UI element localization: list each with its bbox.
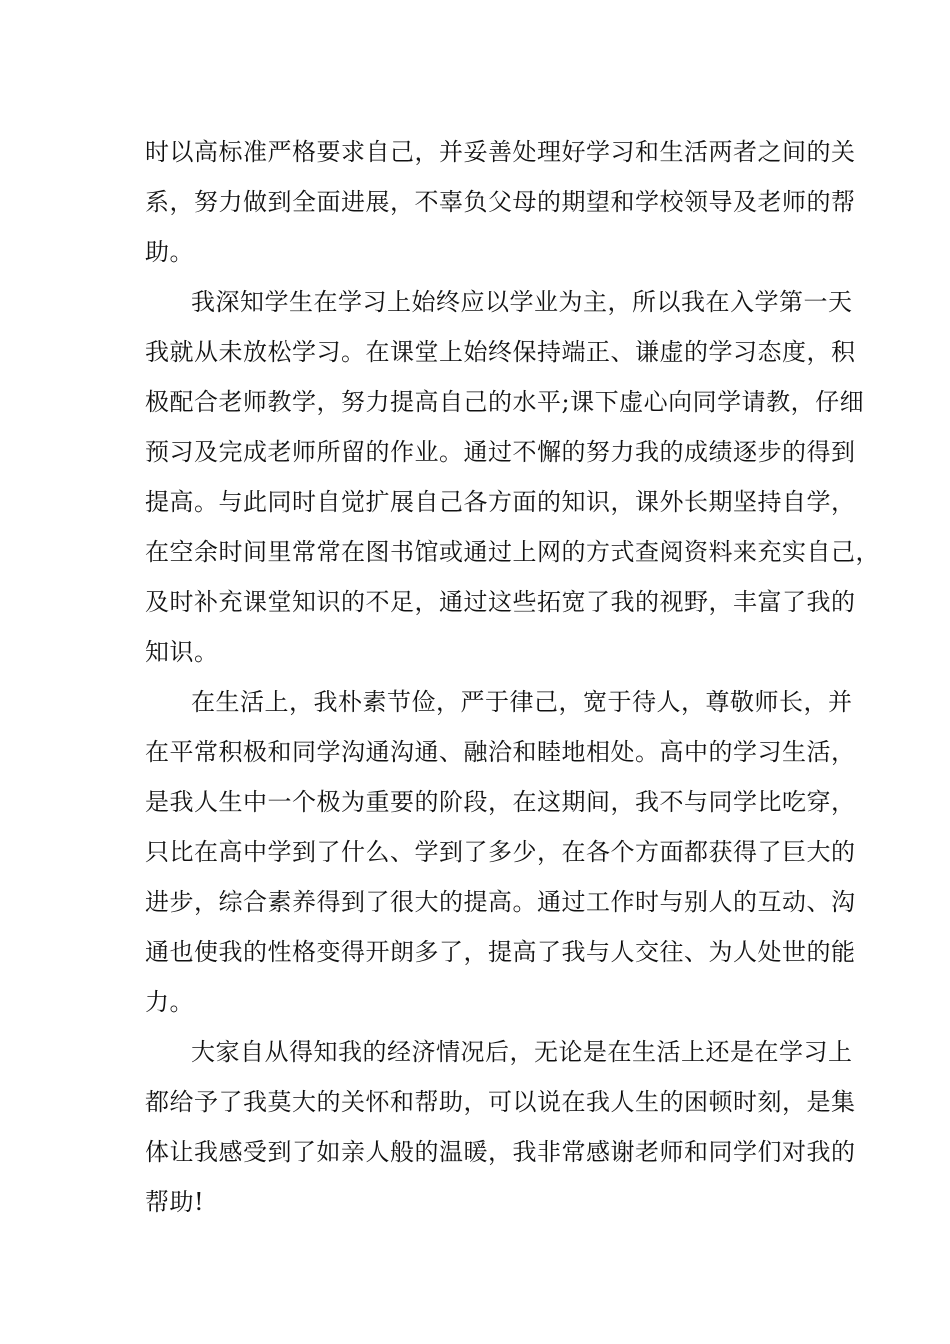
- text-line: 我深知学生在学习上始终应以学业为主，所以我在入学第一天: [191, 288, 853, 316]
- text-line: 在平常积极和同学沟通沟通、融洽和睦地相处。高中的学习生活，: [145, 738, 856, 766]
- text-line: 知识。: [145, 638, 219, 666]
- text-line: 助。: [145, 238, 194, 266]
- text-line: 力。: [145, 988, 194, 1016]
- text-line: 预习及完成老师所留的作业。通过不懈的努力我的成绩逐步的得到: [145, 438, 856, 466]
- text-line: 帮助!: [145, 1188, 205, 1216]
- text-line: 体让我感受到了如亲人般的温暖，我非常感谢老师和同学们对我的: [145, 1138, 856, 1166]
- paragraph-1: [145, 127, 856, 277]
- text-line: 进步，综合素养得到了很大的提高。通过工作时与别人的互动、沟: [145, 888, 856, 916]
- text-line: 极配合老师教学，努力提高自己的水平;课下虚心向同学请教，仔细: [145, 388, 865, 416]
- text-line: 通也使我的性格变得开朗多了，提高了我与人交往、为人处世的能: [145, 938, 856, 966]
- text-line: 大家自从得知我的经济情况后，无论是在生活上还是在学习上: [191, 1038, 853, 1066]
- text-line: 在生活上，我朴素节俭，严于律己，宽于待人，尊敬师长，并: [191, 688, 853, 716]
- text-line: 是我人生中一个极为重要的阶段，在这期间，我不与同学比吃穿，: [145, 788, 856, 816]
- paragraph-4: [145, 1027, 856, 1227]
- text-line: 系，努力做到全面进展，不辜负父母的期望和学校领导及老师的帮: [145, 188, 856, 216]
- text-line: 在空余时间里常常在图书馆或通过上网的方式查阅资料来充实自己，: [145, 538, 880, 566]
- paragraph-3: [145, 677, 856, 1027]
- document-body: [145, 127, 880, 1227]
- text-line: 及时补充课堂知识的不足，通过这些拓宽了我的视野，丰富了我的: [145, 588, 856, 616]
- text-line: 都给予了我莫大的关怀和帮助，可以说在我人生的困顿时刻，是集: [145, 1088, 856, 1116]
- text-line: 我就从未放松学习。在课堂上始终保持端正、谦虚的学习态度，积: [145, 338, 856, 366]
- text-line: 时以高标准严格要求自己，并妥善处理好学习和生活两者之间的关: [145, 138, 856, 166]
- text-line: 提高。与此同时自觉扩展自己各方面的知识，课外长期坚持自学，: [145, 488, 856, 516]
- text-line: 只比在高中学到了什么、学到了多少，在各个方面都获得了巨大的: [145, 838, 856, 866]
- paragraph-2: [145, 277, 880, 677]
